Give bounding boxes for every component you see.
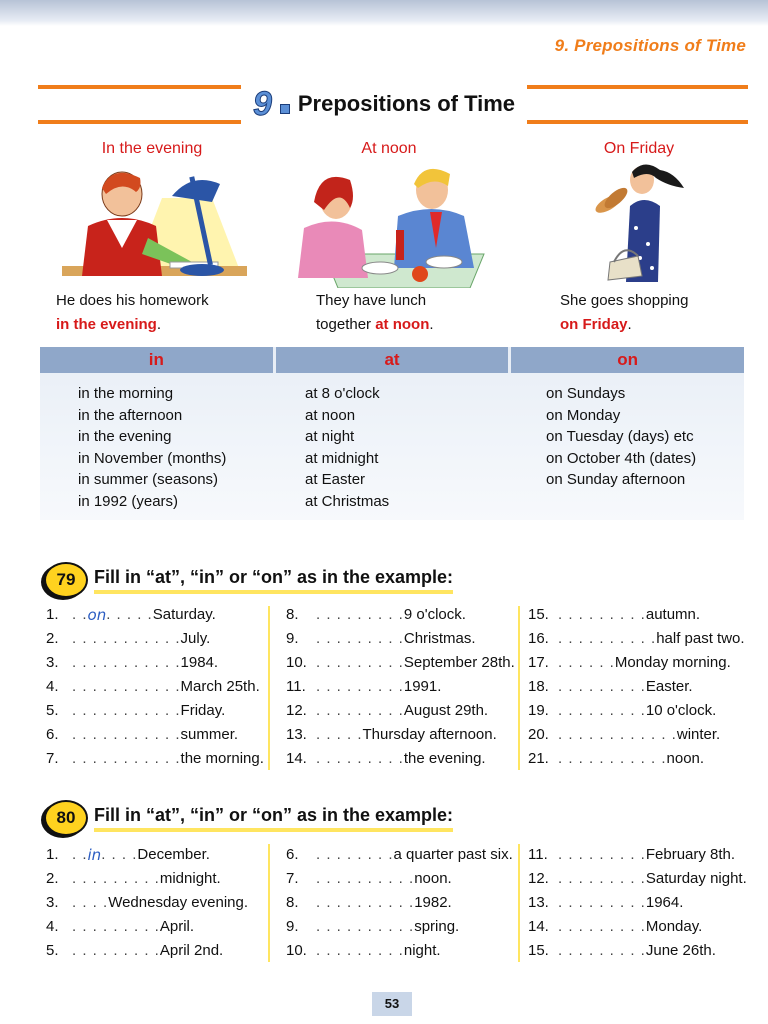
- item-text: February 8th.: [645, 846, 736, 863]
- item-number: 1.: [46, 606, 59, 623]
- scene-friday: [564, 140, 714, 282]
- exercise-item: [528, 627, 745, 651]
- item-number: 6.: [46, 726, 59, 743]
- item-text: December.: [137, 846, 210, 863]
- exercise-item: [46, 723, 264, 747]
- answer-blank[interactable]: . . . . . . . . .: [558, 894, 646, 911]
- item-number: 12.: [286, 702, 307, 719]
- page-title: [0, 84, 768, 124]
- exercise-item: [528, 723, 745, 747]
- answer-blank[interactable]: . . . . . . . . .: [316, 678, 404, 695]
- exercise-79-header: [44, 562, 453, 598]
- exercise-instruction: Fill in “at”, “in” or “on” as in the example:: [94, 567, 453, 594]
- exercise-item: [46, 747, 264, 771]
- item-number: 4.: [46, 918, 59, 935]
- exercise-item: [46, 651, 264, 675]
- answer-blank[interactable]: . . . . . . . . .: [558, 942, 646, 959]
- desc-end: .: [627, 316, 632, 333]
- exercise-item: [528, 915, 747, 939]
- answer-blank[interactable]: on: [87, 606, 107, 624]
- item-number: 11.: [286, 678, 306, 695]
- scene-noon: [284, 140, 494, 288]
- item-number: 6.: [286, 846, 299, 863]
- desc-line: She goes shopping: [560, 292, 689, 309]
- item-number: 8.: [286, 894, 299, 911]
- answer-blank[interactable]: . . . . . . . . .: [558, 678, 646, 695]
- item-number: 13.: [286, 726, 307, 743]
- couple-lunch-illustration: [284, 158, 494, 288]
- item-text: noon.: [414, 870, 452, 887]
- exercise-item: [528, 867, 747, 891]
- column-in: [40, 383, 268, 512]
- table-item: in summer (seasons): [78, 471, 219, 488]
- answer-blank[interactable]: . . . . . . . . .: [72, 942, 160, 959]
- exercise-item: [528, 675, 745, 699]
- table-item: on October 4th (dates): [546, 449, 697, 467]
- exercise-item: [46, 603, 264, 627]
- desc-line: They have lunch: [316, 292, 427, 309]
- answer-blank[interactable]: . . . . . . . . .: [558, 870, 646, 887]
- exercise-item: [528, 699, 745, 723]
- item-text: Wednesday evening.: [108, 894, 249, 911]
- exercise-79-column-2: [286, 603, 515, 771]
- answer-blank[interactable]: . . . . . . . . . .: [316, 870, 415, 887]
- scene-description-friday: [560, 289, 688, 337]
- desc-end: .: [429, 316, 434, 333]
- exercise-item: [46, 867, 248, 891]
- item-number: 8.: [286, 606, 299, 623]
- item-text: Monday.: [645, 918, 703, 935]
- item-number: 1.: [46, 846, 59, 863]
- answer-blank[interactable]: . . . . . . . .: [316, 846, 394, 863]
- item-text: a quarter past six.: [393, 846, 513, 863]
- answer-blank[interactable]: . . . .: [72, 894, 109, 911]
- title-text: Prepositions of Time: [297, 91, 516, 116]
- top-band: [0, 0, 768, 26]
- exercise-80-column-1: [46, 843, 248, 963]
- item-text: 1964.: [645, 894, 684, 911]
- answer-blank[interactable]: . . . . . . . . . . . .: [558, 726, 677, 743]
- exercise-item: [286, 747, 515, 771]
- item-number: 17.: [528, 654, 549, 671]
- item-number: 14.: [286, 750, 307, 767]
- answer-blank-lead: . .: [72, 606, 88, 623]
- answer-blank[interactable]: . . . . . . . . . . .: [72, 702, 181, 719]
- table-item: at 8 o'clock: [305, 385, 380, 402]
- item-text: winter.: [676, 726, 721, 743]
- answer-blank[interactable]: . . . . . . . . .: [316, 606, 404, 623]
- exercise-item: [286, 651, 515, 675]
- item-text: Easter.: [645, 678, 693, 695]
- item-number: 15.: [528, 606, 549, 623]
- exercise-item: [46, 843, 248, 867]
- item-number: 5.: [46, 702, 59, 719]
- exercise-number-badge: 79: [44, 562, 88, 598]
- answer-blank[interactable]: . . . . . . . . . . .: [72, 750, 181, 767]
- answer-blank[interactable]: in: [87, 846, 102, 864]
- desc-highlight: at noon: [375, 316, 430, 333]
- answer-blank[interactable]: . . . . . . . . . .: [316, 918, 415, 935]
- exercise-item: [286, 675, 515, 699]
- header-in: in: [40, 347, 276, 373]
- exercise-item: [286, 939, 513, 963]
- item-text: April.: [159, 918, 195, 935]
- answer-blank[interactable]: . . . . . . . . .: [72, 918, 160, 935]
- item-number: 16.: [528, 630, 549, 647]
- table-item: in the afternoon: [78, 406, 183, 424]
- scene-description-noon: [316, 289, 434, 337]
- answer-blank[interactable]: . . . . . . . . . . .: [558, 750, 667, 767]
- item-text: 9 o'clock.: [403, 606, 466, 623]
- exercise-number-badge: 80: [44, 800, 88, 836]
- exercise-item: [286, 627, 515, 651]
- exercise-item: [528, 891, 747, 915]
- scene-caption: On Friday: [603, 140, 675, 157]
- item-text: spring.: [414, 918, 460, 935]
- answer-blank[interactable]: . . . . . . . . . . .: [72, 678, 181, 695]
- exercise-item: [528, 603, 745, 627]
- item-text: July.: [180, 630, 211, 647]
- exercise-item: [286, 915, 513, 939]
- exercise-79-column-1: [46, 603, 264, 771]
- scene-caption: In the evening: [101, 140, 203, 157]
- exercise-item: [286, 603, 515, 627]
- item-number: 13.: [528, 894, 549, 911]
- table-item: in 1992 (years): [78, 492, 179, 510]
- table-item: at midnight: [305, 449, 379, 467]
- item-text: half past two.: [656, 630, 745, 647]
- item-text: Saturday night.: [645, 870, 747, 887]
- answer-blank[interactable]: . . . . . . . . . .: [558, 630, 657, 647]
- exercise-item: [528, 843, 747, 867]
- answer-blank[interactable]: . . . . . . . . .: [558, 918, 646, 935]
- table-item: on Sundays: [546, 385, 626, 402]
- column-divider: [518, 844, 520, 962]
- prepositions-table: [40, 347, 744, 520]
- item-text: autumn.: [645, 606, 701, 623]
- answer-blank[interactable]: . . . . .: [106, 606, 153, 623]
- exercise-item: [286, 867, 513, 891]
- answer-blank[interactable]: . . . . . . . . .: [316, 702, 404, 719]
- item-number: 2.: [46, 630, 59, 647]
- answer-blank[interactable]: . . . . . . . . .: [316, 654, 404, 671]
- item-text: March 25th.: [180, 678, 260, 695]
- item-text: night.: [403, 942, 441, 959]
- column-divider: [268, 844, 270, 962]
- answer-blank[interactable]: . . . . . . . . .: [316, 942, 404, 959]
- table-item: at Easter: [305, 471, 366, 488]
- answer-blank-lead: . .: [72, 846, 88, 863]
- item-text: the evening.: [403, 750, 486, 767]
- answer-blank[interactable]: . . . . . . . . .: [558, 606, 646, 623]
- item-number: 15.: [528, 942, 549, 959]
- item-number: 3.: [46, 654, 59, 671]
- exercise-item: [528, 747, 745, 771]
- exercise-item: [46, 891, 248, 915]
- item-text: noon.: [666, 750, 705, 767]
- exercise-item: [46, 939, 248, 963]
- exercise-item: [46, 675, 264, 699]
- item-text: midnight.: [159, 870, 221, 887]
- item-number: 7.: [46, 750, 59, 767]
- item-text: 1982.: [414, 894, 452, 911]
- boy-homework-illustration: [52, 158, 252, 280]
- desc-line: He does his homework: [56, 292, 209, 309]
- answer-blank[interactable]: . . . . . . . . .: [72, 870, 160, 887]
- item-number: 10.: [286, 942, 307, 959]
- answer-blank[interactable]: . . . . . . . . . . .: [72, 726, 181, 743]
- item-number: 11.: [528, 846, 548, 863]
- desc-highlight: on Friday: [560, 316, 628, 333]
- table-item: in November (months): [78, 449, 227, 467]
- table-item: at noon: [305, 406, 356, 424]
- item-number: 9.: [286, 918, 299, 935]
- item-number: 2.: [46, 870, 59, 887]
- answer-blank[interactable]: . . . . . . . . .: [558, 702, 646, 719]
- page-number: 53: [372, 992, 412, 1016]
- item-text: Monday morning.: [614, 654, 731, 671]
- table-item: on Tuesday (days) etc: [546, 428, 694, 445]
- exercise-item: [46, 627, 264, 651]
- title-number: 9: [252, 84, 272, 123]
- item-text: June 26th.: [645, 942, 716, 959]
- scene-description-evening: [56, 289, 209, 337]
- table-item: on Sunday afternoon: [546, 471, 686, 488]
- answer-blank[interactable]: . . . . . . . . .: [316, 750, 404, 767]
- desc-end: .: [156, 316, 162, 333]
- column-divider: [268, 606, 270, 770]
- item-number: 14.: [528, 918, 549, 935]
- table-item: in the evening: [78, 428, 172, 445]
- desc-highlight: in the evening: [56, 316, 157, 333]
- answer-blank[interactable]: . . . . .: [316, 726, 363, 743]
- exercise-instruction: Fill in “at”, “in” or “on” as in the example:: [94, 805, 453, 832]
- item-text: April 2nd.: [159, 942, 224, 959]
- scene-caption: At noon: [361, 140, 417, 157]
- exercise-item: [286, 843, 513, 867]
- header-at: at: [276, 347, 512, 373]
- item-text: summer.: [180, 726, 239, 743]
- exercise-item: [286, 723, 515, 747]
- item-text: 1984.: [180, 654, 219, 671]
- item-text: 10 o'clock.: [645, 702, 717, 719]
- answer-blank[interactable]: . . . .: [101, 846, 138, 863]
- column-divider: [518, 606, 520, 770]
- item-number: 19.: [528, 702, 549, 719]
- exercise-item: [46, 699, 264, 723]
- table-item: at Christmas: [305, 492, 390, 510]
- item-text: September 28th.: [403, 654, 515, 671]
- desc-pre: together: [316, 316, 376, 333]
- table-header-row: [40, 347, 744, 373]
- answer-blank[interactable]: . . . . . . . . .: [558, 846, 646, 863]
- exercise-item: [46, 915, 248, 939]
- answer-blank[interactable]: . . . . . . . . .: [316, 630, 404, 647]
- item-number: 7.: [286, 870, 299, 887]
- item-number: 5.: [46, 942, 59, 959]
- item-number: 12.: [528, 870, 549, 887]
- item-text: the morning.: [180, 750, 264, 767]
- item-text: 1991.: [403, 678, 442, 695]
- item-text: August 29th.: [403, 702, 489, 719]
- item-number: 3.: [46, 894, 59, 911]
- column-on: [508, 383, 696, 512]
- exercise-item: [528, 939, 747, 963]
- table-item: on Monday: [546, 406, 621, 424]
- answer-blank[interactable]: . . . . . .: [558, 654, 615, 671]
- item-number: 4.: [46, 678, 59, 695]
- column-at: [268, 383, 508, 512]
- exercise-80-column-2: [286, 843, 513, 963]
- scene-evening: [52, 140, 252, 280]
- item-number: 21.: [528, 750, 549, 767]
- exercise-item: [528, 651, 745, 675]
- item-number: 9.: [286, 630, 299, 647]
- title-dot-icon: [280, 104, 290, 114]
- item-text: Thursday afternoon.: [362, 726, 497, 743]
- item-number: 10.: [286, 654, 307, 671]
- exercise-item: [286, 699, 515, 723]
- table-item: at night: [305, 428, 355, 445]
- running-head: 9. Prepositions of Time: [554, 36, 746, 55]
- answer-blank[interactable]: . . . . . . . . . . .: [72, 630, 181, 647]
- exercise-80-header: [44, 800, 453, 836]
- item-number: 18.: [528, 678, 549, 695]
- exercise-80-column-3: [528, 843, 747, 963]
- item-text: Saturday.: [152, 606, 216, 623]
- answer-blank[interactable]: . . . . . . . . . . .: [72, 654, 181, 671]
- girl-shopping-illustration: [564, 158, 714, 282]
- exercise-79-column-3: [528, 603, 745, 771]
- table-item: in the morning: [78, 385, 174, 402]
- exercise-item: [286, 891, 513, 915]
- item-number: 20.: [528, 726, 549, 743]
- answer-blank[interactable]: . . . . . . . . . .: [316, 894, 415, 911]
- item-text: Christmas.: [403, 630, 476, 647]
- item-text: Friday.: [180, 702, 226, 719]
- header-on: on: [511, 347, 744, 373]
